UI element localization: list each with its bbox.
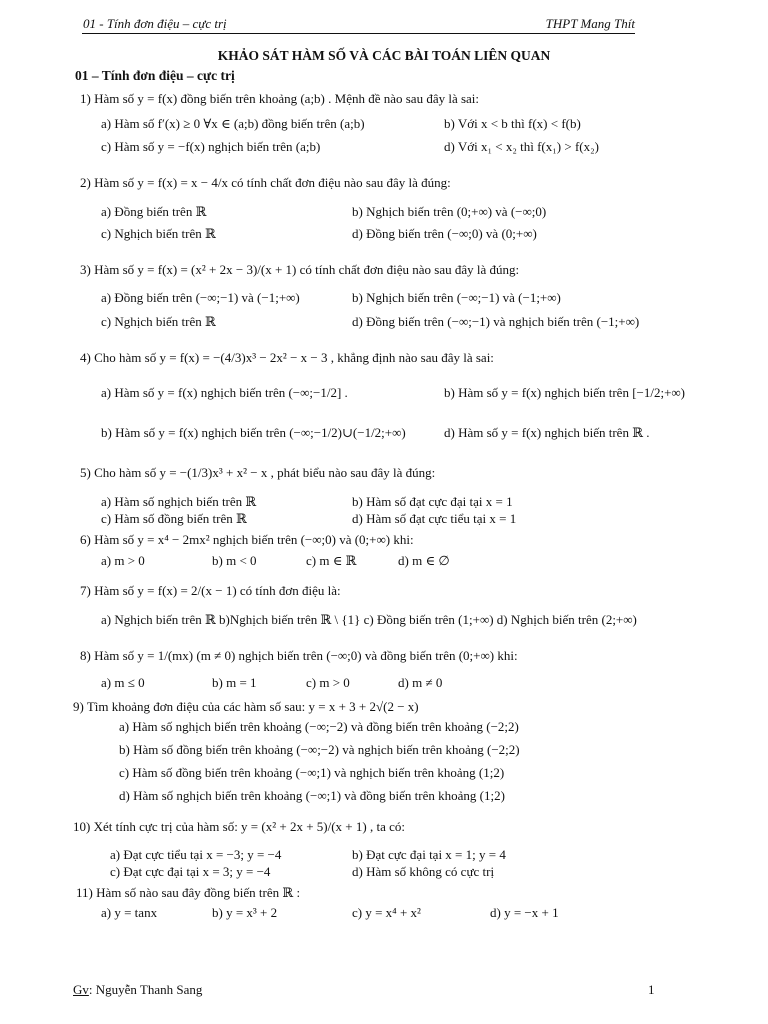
answer-option: b) Với x < b thì f(x) < f(b) [444,116,581,131]
header-rule [82,33,635,34]
header-left: 01 - Tính đơn điệu – cực trị [83,16,227,31]
answer-option: b) Nghịch biến trên (0;+∞) và (−∞;0) [352,204,547,219]
question-text: 10) Xét tính cực trị của hàm số: y = (x² + 2x + 5)/(x + 1) , ta có: [73,819,405,834]
answer-option: d) Hàm số đạt cực tiểu tại x = 1 [352,511,517,526]
answer-option: c) Hàm số đồng biến trên ℝ [101,511,247,526]
document-title: KHẢO SÁT HÀM SỐ VÀ CÁC BÀI TOÁN LIÊN QUAN [217,48,551,63]
question-text: 4) Cho hàm số y = f(x) = −(4/3)x³ − 2x² − x − 3 , khẳng định nào sau đây là sai: [80,350,494,365]
answer-option: d) Đồng biến trên (−∞;0) và (0;+∞) [352,226,537,241]
answer-option: c) m ∈ ℝ [306,553,357,568]
answer-option: b) Đạt cực đại tại x = 1; y = 4 [352,847,506,862]
answer-option: d) Với x₁ < x₂ thì f(x₁) > f(x₂) [444,139,599,154]
answer-option: a) Nghịch biến trên ℝ b)Nghịch biến trên ℝ \ {1} c) Đồng biến trên (1;+∞) d) Nghịch biến trên (2;+∞) [101,612,637,627]
page-number: 1 [648,982,655,997]
answer-option: b) Nghịch biến trên (−∞;−1) và (−1;+∞) [352,290,561,305]
answer-option: a) m ≤ 0 [101,675,145,690]
question-text: 6) Hàm số y = x⁴ − 2mx² nghịch biến trên (−∞;0) và (0;+∞) khi: [80,532,414,547]
question-text: 9) Tìm khoảng đơn điệu của các hàm số sau: y = x + 3 + 2√(2 − x) [73,699,419,714]
question-text: 5) Cho hàm số y = −(1/3)x³ + x² − x , phát biểu nào sau đây là đúng: [80,465,436,480]
question-text: 8) Hàm số y = 1/(mx) (m ≠ 0) nghịch biến trên (−∞;0) và đồng biến trên (0;+∞) khi: [80,648,518,663]
answer-option: a) Đồng biến trên ℝ [101,204,207,219]
answer-option: b) m < 0 [212,553,257,568]
answer-option: d) y = −x + 1 [490,905,559,920]
footer-gv-label: Gv [73,982,89,997]
answer-option: d) Hàm số không có cực trị [352,864,495,879]
answer-option: a) Hàm số y = f(x) nghịch biến trên (−∞;−1/2] . [101,385,348,400]
answer-option: c) Hàm số y = −f(x) nghịch biến trên (a;b) [101,139,321,154]
question-text: 3) Hàm số y = f(x) = (x² + 2x − 3)/(x + 1) có tính chất đơn điệu nào sau đây là đúng: [80,262,520,277]
answer-option: a) Hàm số f′(x) ≥ 0 ∀x ∈ (a;b) đồng biến trên (a;b) [101,116,365,131]
footer-teacher [73,982,202,998]
answer-option: c) Đạt cực đại tại x = 3; y = −4 [110,864,271,879]
answer-option: c) y = x⁴ + x² [352,905,421,920]
question-text: 2) Hàm số y = f(x) = x − 4/x có tính chất đơn điệu nào sau đây là đúng: [80,175,451,190]
answer-option: b) Hàm số y = f(x) nghịch biến trên (−∞;−1/2)∪(−1/2;+∞) [101,425,406,440]
answer-option: b) m = 1 [212,675,257,690]
answer-option: c) m > 0 [306,675,350,690]
section-heading: 01 – Tính đơn điệu – cực trị [75,68,235,83]
answer-option: c) Hàm số đồng biến trên khoảng (−∞;1) và nghịch biến trên khoảng (1;2) [119,765,505,780]
answer-option: d) m ∈ ∅ [398,553,450,568]
question-text: 11) Hàm số nào sau đây đồng biến trên ℝ : [76,885,301,900]
answer-option: c) Nghịch biến trên ℝ [101,226,216,241]
answer-option: c) Nghịch biến trên ℝ [101,314,216,329]
answer-option: d) Hàm số y = f(x) nghịch biến trên ℝ . [444,425,650,440]
answer-option: b) Hàm số đạt cực đại tại x = 1 [352,494,513,509]
footer-teacher-name: : Nguyễn Thanh Sang [88,982,203,997]
header-right: THPT Mang Thít [545,16,635,31]
answer-option: a) Đồng biến trên (−∞;−1) và (−1;+∞) [101,290,300,305]
answer-option: d) Hàm số nghịch biến trên khoảng (−∞;1) và đồng biến trên khoảng (1;2) [119,788,505,803]
answer-option: a) m > 0 [101,553,145,568]
question-text: 7) Hàm số y = f(x) = 2/(x − 1) có tính đơn điệu là: [80,583,341,598]
answer-option: b) y = x³ + 2 [212,905,278,920]
answer-option: d) Đồng biến trên (−∞;−1) và nghịch biến trên (−1;+∞) [352,314,640,329]
answer-option: a) Hàm số nghịch biến trên ℝ [101,494,257,509]
answer-option: b) Hàm số y = f(x) nghịch biến trên [−1/2;+∞) [444,385,686,400]
answer-option: d) m ≠ 0 [398,675,443,690]
answer-option: b) Hàm số đồng biến trên khoảng (−∞;−2) và nghịch biến trên khoảng (−2;2) [119,742,520,757]
answer-option: a) y = tanx [101,905,158,920]
answer-option: a) Hàm số nghịch biến trên khoảng (−∞;−2) và đồng biến trên khoảng (−2;2) [119,719,519,734]
answer-option: a) Đạt cực tiểu tại x = −3; y = −4 [110,847,282,862]
question-text: 1) Hàm số y = f(x) đồng biến trên khoảng (a;b) . Mệnh đề nào sau đây là sai: [80,91,480,106]
